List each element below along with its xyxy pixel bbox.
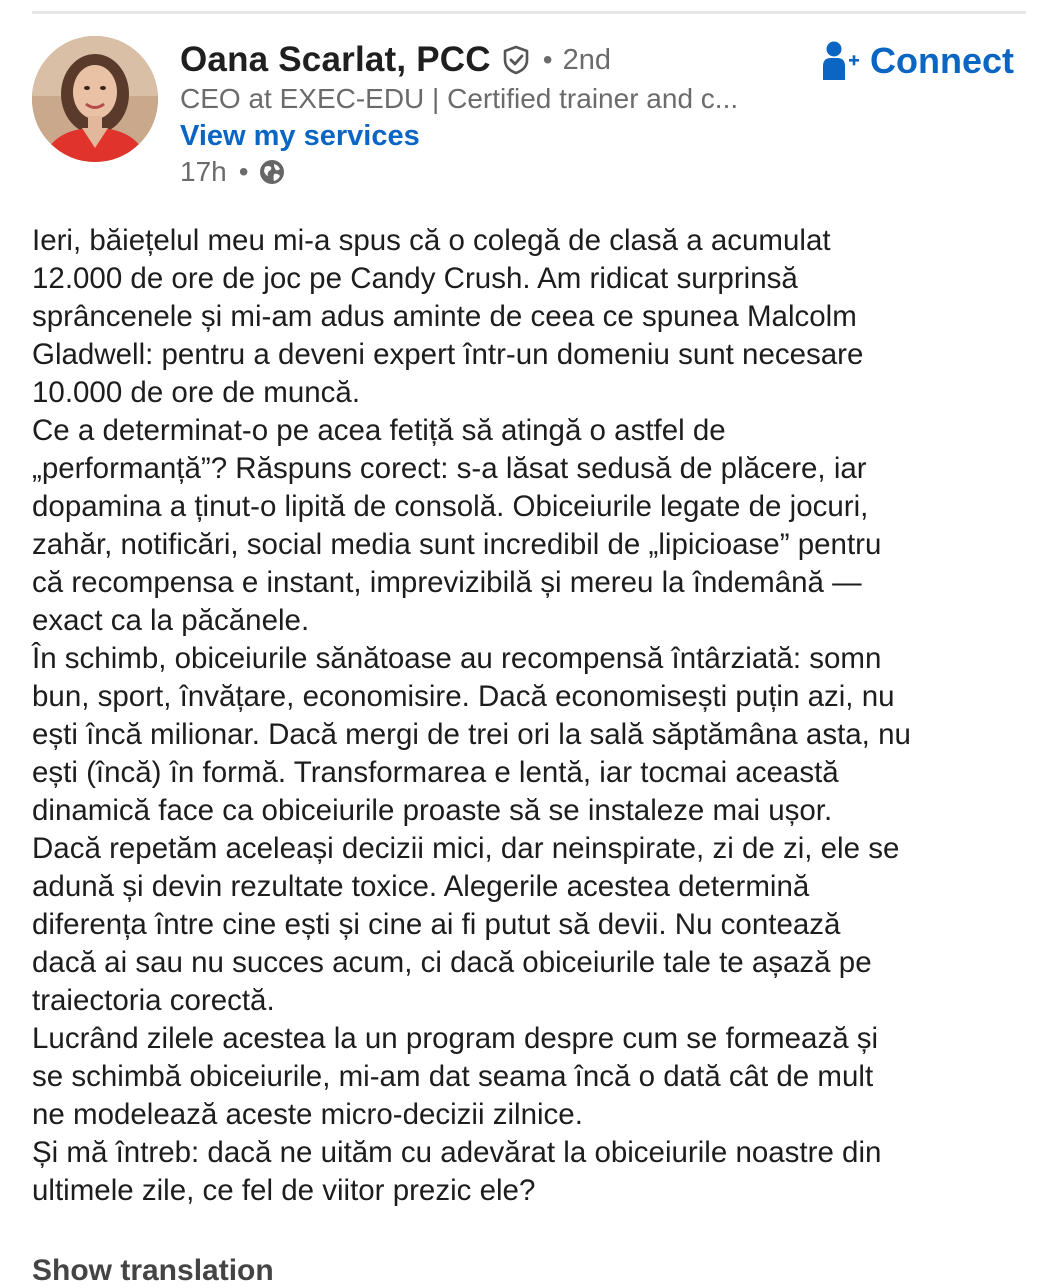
separator-dot: • (542, 44, 553, 75)
post-line: ești încă milionar. Dacă mergi de trei ori la sală săptămâna asta, nu (32, 718, 911, 751)
post-line: „performanță”? Răspuns corect: s-a lăsat sedusă de plăcere, iar (32, 452, 867, 485)
post-line: 12.000 de ore de joc pe Candy Crush. Am ridicat surprinsă (32, 262, 798, 295)
post-line: dopamina a ținut-o lipită de consolă. Obiceiurile legate de jocuri, (32, 490, 869, 523)
post-text (32, 222, 1032, 1210)
post-line: că recompensa e instant, imprevizibilă și mereu la îndemână — (32, 566, 862, 599)
author-headline: CEO at EXEC-EDU | Certified trainer and c... (180, 83, 739, 114)
author-header (180, 34, 800, 192)
post-meta (180, 152, 800, 192)
avatar-photo (32, 36, 158, 162)
connection-degree: 2nd (562, 43, 611, 76)
globe-icon (259, 159, 285, 185)
post-line: Ce a determinat-o pe acea fetiță să atingă o astfel de (32, 414, 726, 447)
name-row (180, 34, 800, 86)
add-person-icon (822, 40, 860, 82)
post-line: diferența între cine ești și cine ai fi putut să devii. Nu contează (32, 908, 841, 941)
avatar[interactable] (32, 36, 158, 162)
view-services-link[interactable]: View my services (180, 120, 420, 152)
post-line: traiectoria corectă. (32, 984, 275, 1017)
post-line: 10.000 de ore de muncă. (32, 376, 361, 409)
post-line: ești (încă) în formă. Transformarea e lentă, iar tocmai această (32, 756, 839, 789)
post-line: ne modelează aceste micro-decizii zilnice. (32, 1098, 583, 1131)
separator-dot: • (238, 156, 249, 187)
post-line: dinamică face ca obiceiurile proaste să se instaleze mai ușor. (32, 794, 833, 827)
post-line: dacă ai sau nu succes acum, ci dacă obiceiurile tale te așază pe (32, 946, 872, 979)
post-line: sprâncenele și mi-am adus aminte de ceea ce spunea Malcolm (32, 300, 857, 333)
post-line: exact ca la păcănele. (32, 604, 310, 637)
show-translation-button[interactable]: Show translation (32, 1254, 274, 1287)
author-name[interactable]: Oana Scarlat, PCC (180, 40, 491, 79)
post-line: se schimbă obiceiurile, mi-am dat seama încă o dată cât de mult (32, 1060, 874, 1093)
post-time: 17h (180, 156, 227, 187)
post-line: Ieri, băiețelul meu mi-a spus că o colegă de clasă a acumulat (32, 224, 831, 257)
verified-badge-icon (501, 45, 531, 75)
connect-label: Connect (870, 40, 1014, 81)
post-line: zahăr, notificări, social media sunt incredibil de „lipicioase” pentru (32, 528, 882, 561)
top-divider (32, 11, 1026, 14)
post-line: Dacă repetăm aceleași decizii mici, dar neinspirate, zi de zi, ele se (32, 832, 900, 865)
post-line: Lucrând zilele acestea la un program despre cum se formează și (32, 1022, 879, 1055)
post-line: adună și devin rezultate toxice. Alegerile acestea determină (32, 870, 810, 903)
post-line: bun, sport, învățare, economisire. Dacă economisești puțin azi, nu (32, 680, 895, 713)
post-line: Gladwell: pentru a deveni expert într-un domeniu sunt necesare (32, 338, 864, 371)
connect-button[interactable] (822, 40, 1014, 82)
post-line: ultimele zile, ce fel de viitor prezic ele? (32, 1174, 536, 1207)
post-line: Și mă întreb: dacă ne uităm cu adevărat la obiceiurile noastre din (32, 1136, 882, 1169)
post-line: În schimb, obiceiurile sănătoase au recompensă întârziată: somn (32, 642, 882, 675)
